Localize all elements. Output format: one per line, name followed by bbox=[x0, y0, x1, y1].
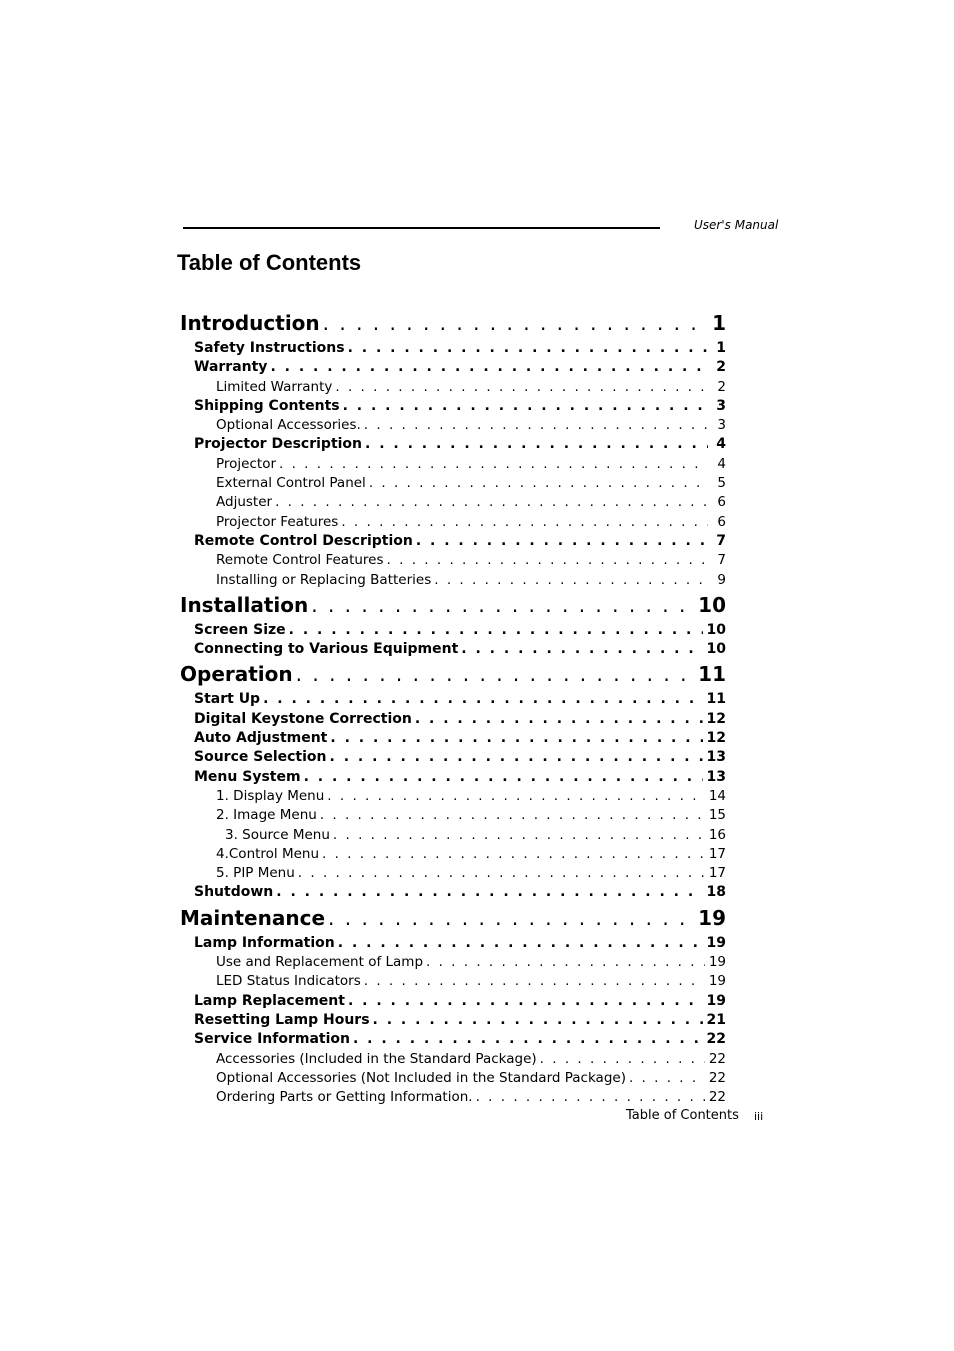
toc-entry-title: 5. PIP Menu bbox=[216, 865, 295, 882]
toc-entry-level-2[interactable] bbox=[180, 435, 726, 454]
toc-entry-level-3[interactable] bbox=[180, 1069, 726, 1088]
footer-label: Table of Contents bbox=[626, 1108, 739, 1123]
toc-entry-page: 2 bbox=[716, 359, 726, 376]
toc-entry-page: 22 bbox=[708, 1069, 726, 1086]
toc-entry-title: Screen Size bbox=[194, 621, 286, 638]
toc-dot-leader bbox=[330, 826, 705, 845]
toc-entry-page: 22 bbox=[708, 1089, 726, 1106]
toc-dot-leader bbox=[345, 339, 708, 358]
toc-entry-page: 12 bbox=[706, 710, 726, 727]
toc-entry-title: Auto Adjustment bbox=[194, 730, 328, 747]
toc-entry-title: Installing or Replacing Batteries bbox=[216, 571, 432, 588]
toc-dot-leader bbox=[361, 972, 705, 991]
toc-entry-title: Lamp Information bbox=[194, 934, 335, 951]
toc-entry-page: 6 bbox=[717, 494, 726, 511]
toc-entry-level-1[interactable] bbox=[180, 903, 726, 934]
toc-entry-page: 19 bbox=[708, 954, 726, 971]
toc-entry-title: Service Information bbox=[194, 1031, 350, 1048]
toc-entry-level-3[interactable] bbox=[180, 864, 726, 883]
toc-entry-page: 19 bbox=[698, 905, 726, 930]
toc-entry-page: 19 bbox=[706, 934, 726, 951]
toc-entry-title: Start Up bbox=[194, 691, 261, 708]
toc-dot-leader bbox=[537, 1050, 705, 1069]
footer-page-number: iii bbox=[754, 1110, 764, 1123]
toc-entry-title: Connecting to Various Equipment bbox=[194, 641, 459, 658]
toc-entry-page: 6 bbox=[717, 513, 726, 530]
toc-entry-page: 7 bbox=[716, 532, 726, 549]
toc-entry-title: Remote Control Description bbox=[194, 532, 413, 549]
toc-dot-leader bbox=[345, 992, 703, 1011]
toc-entry-title: LED Status Indicators bbox=[216, 973, 361, 990]
toc-dot-leader bbox=[319, 845, 705, 864]
toc-entry-page: 13 bbox=[706, 749, 726, 766]
toc-dot-leader bbox=[260, 690, 702, 709]
toc-entry-title: Adjuster bbox=[216, 494, 273, 511]
toc-entry-page: 10 bbox=[706, 621, 726, 638]
toc-entry-level-3[interactable] bbox=[180, 806, 726, 825]
toc-entry-title: Projector bbox=[216, 455, 276, 472]
toc-entry-level-3[interactable] bbox=[180, 787, 726, 806]
toc-list bbox=[180, 308, 726, 1107]
toc-entry-page: 7 bbox=[717, 552, 726, 569]
toc-dot-leader bbox=[423, 953, 705, 972]
toc-dot-leader bbox=[308, 590, 694, 621]
toc-entry-level-2[interactable] bbox=[180, 640, 726, 659]
toc-entry-page: 10 bbox=[698, 592, 726, 617]
toc-entry-level-3[interactable] bbox=[180, 1050, 726, 1069]
toc-entry-page: 3 bbox=[717, 417, 726, 434]
toc-entry-level-2[interactable] bbox=[180, 621, 726, 640]
toc-entry-title: Safety Instructions bbox=[194, 340, 345, 356]
toc-entry-page: 19 bbox=[706, 992, 726, 1009]
toc-entry-title: Operation bbox=[180, 662, 293, 687]
toc-dot-leader bbox=[626, 1069, 705, 1088]
toc-entry-level-3[interactable] bbox=[180, 378, 726, 397]
toc-entry-page: 15 bbox=[708, 807, 726, 824]
toc-entry-title: Limited Warranty bbox=[216, 378, 333, 395]
toc-entry-title: Introduction bbox=[180, 311, 320, 335]
toc-entry-title: Source Selection bbox=[194, 749, 327, 766]
toc-dot-leader bbox=[276, 455, 708, 474]
toc-entry-title: 2. Image Menu bbox=[216, 807, 317, 824]
toc-entry-level-2[interactable] bbox=[180, 748, 726, 767]
toc-entry-title: Digital Keystone Correction bbox=[194, 710, 412, 727]
toc-entry-page: 4 bbox=[716, 436, 726, 453]
toc-dot-leader bbox=[327, 729, 702, 748]
toc-entry-level-3[interactable] bbox=[180, 1088, 726, 1107]
toc-entry-level-2[interactable] bbox=[180, 710, 726, 729]
toc-entry-page: 22 bbox=[708, 1050, 726, 1067]
toc-entry-title: 1. Display Menu bbox=[216, 787, 325, 804]
toc-entry-page: 4 bbox=[717, 455, 726, 472]
toc-entry-level-3[interactable] bbox=[180, 474, 726, 493]
toc-entry-page: 16 bbox=[708, 826, 726, 843]
toc-entry-level-3[interactable] bbox=[180, 416, 726, 435]
toc-dot-leader bbox=[293, 659, 695, 690]
toc-entry-level-3[interactable] bbox=[180, 845, 726, 864]
toc-entry-page: 19 bbox=[708, 973, 726, 990]
toc-entry-level-2[interactable] bbox=[180, 690, 726, 709]
toc-dot-leader bbox=[431, 571, 708, 590]
toc-entry-page: 18 bbox=[706, 884, 726, 901]
toc-entry-page: 17 bbox=[708, 865, 726, 882]
toc-entry-title: Menu System bbox=[194, 768, 301, 785]
toc-entry-level-2[interactable] bbox=[180, 358, 726, 377]
toc-entry-level-1[interactable] bbox=[180, 308, 726, 339]
toc-entry-title: 3. Source Menu bbox=[225, 826, 330, 843]
toc-dot-leader bbox=[340, 397, 708, 416]
toc-entry-title: Projector Features bbox=[216, 513, 339, 530]
toc-entry-title: Installation bbox=[180, 592, 309, 617]
toc-dot-leader bbox=[362, 435, 708, 454]
toc-entry-level-3[interactable] bbox=[180, 551, 726, 570]
toc-entry-title: Resetting Lamp Hours bbox=[194, 1011, 370, 1028]
toc-dot-leader bbox=[273, 883, 702, 902]
toc-entry-page: 17 bbox=[708, 845, 726, 862]
toc-dot-leader bbox=[325, 903, 694, 934]
toc-entry-title: Optional Accessories. bbox=[216, 417, 361, 434]
toc-dot-leader bbox=[458, 640, 702, 659]
toc-dot-leader bbox=[324, 787, 705, 806]
toc-dot-leader bbox=[412, 710, 703, 729]
toc-dot-leader bbox=[366, 474, 708, 493]
toc-entry-title: Shutdown bbox=[194, 884, 274, 901]
page-title: Table of Contents bbox=[177, 250, 362, 275]
toc-entry-page: 3 bbox=[716, 397, 726, 414]
toc-entry-level-3[interactable] bbox=[180, 493, 726, 512]
toc-entry-title: Lamp Replacement bbox=[194, 992, 345, 1009]
toc-entry-level-2[interactable] bbox=[180, 883, 726, 902]
toc-entry-level-2[interactable] bbox=[180, 768, 726, 787]
toc-dot-leader bbox=[286, 621, 703, 640]
toc-entry-page: 1 bbox=[716, 340, 726, 356]
toc-dot-leader bbox=[272, 493, 708, 512]
toc-entry-title: Shipping Contents bbox=[194, 397, 340, 414]
toc-entry-level-3[interactable] bbox=[180, 455, 726, 474]
toc-dot-leader bbox=[320, 308, 708, 339]
toc-entry-page: 13 bbox=[706, 768, 726, 785]
toc-entry-page: 11 bbox=[706, 691, 726, 708]
toc-dot-leader bbox=[370, 1011, 703, 1030]
toc-dot-leader bbox=[335, 934, 703, 953]
toc-entry-level-2[interactable] bbox=[180, 339, 726, 358]
toc-entry-title: Accessories (Included in the Standard Package) bbox=[216, 1050, 537, 1067]
toc-entry-page: 10 bbox=[706, 641, 726, 658]
toc-entry-level-3[interactable] bbox=[180, 513, 726, 532]
toc-entry-level-1[interactable] bbox=[180, 659, 726, 690]
toc-entry-level-2[interactable] bbox=[180, 1030, 726, 1049]
toc-dot-leader bbox=[338, 513, 708, 532]
toc-entry-title: Warranty bbox=[194, 359, 268, 376]
toc-entry-page: 21 bbox=[706, 1011, 726, 1028]
toc-dot-leader bbox=[473, 1088, 705, 1107]
toc-dot-leader bbox=[332, 378, 708, 397]
toc-entry-level-2[interactable] bbox=[180, 532, 726, 551]
toc-entry-level-2[interactable] bbox=[180, 992, 726, 1011]
toc-dot-leader bbox=[327, 748, 703, 767]
toc-entry-title: 4.Control Menu bbox=[216, 845, 320, 862]
toc-entry-page: 14 bbox=[708, 787, 726, 804]
toc-entry-title: External Control Panel bbox=[216, 475, 366, 492]
toc-entry-level-2[interactable] bbox=[180, 1011, 726, 1030]
toc-entry-page: 2 bbox=[717, 378, 726, 395]
toc-entry-page: 22 bbox=[706, 1031, 726, 1048]
toc-entry-level-3[interactable] bbox=[180, 826, 726, 845]
toc-entry-page: 1 bbox=[712, 311, 726, 335]
toc-entry-level-2[interactable] bbox=[180, 934, 726, 953]
toc-dot-leader bbox=[317, 806, 705, 825]
toc-entry-title: Ordering Parts or Getting Information. bbox=[216, 1089, 473, 1106]
toc-entry-title: Maintenance bbox=[180, 905, 326, 930]
toc-entry-page: 5 bbox=[717, 475, 726, 492]
toc-entry-title: Use and Replacement of Lamp bbox=[216, 954, 424, 971]
toc-entry-page: 9 bbox=[717, 571, 726, 588]
toc-entry-level-3[interactable] bbox=[180, 953, 726, 972]
toc-entry-title: Remote Control Features bbox=[216, 552, 384, 569]
toc-entry-level-3[interactable] bbox=[180, 972, 726, 991]
toc-dot-leader bbox=[361, 416, 708, 435]
toc-entry-title: Optional Accessories (Not Included in the Standard Package) bbox=[216, 1069, 626, 1086]
toc-dot-leader bbox=[295, 864, 705, 883]
toc-entry-level-3[interactable] bbox=[180, 571, 726, 590]
toc-entry-level-2[interactable] bbox=[180, 729, 726, 748]
toc-entry-level-2[interactable] bbox=[180, 397, 726, 416]
toc-dot-leader bbox=[301, 768, 703, 787]
toc-entry-page: 12 bbox=[706, 730, 726, 747]
header-rule bbox=[183, 227, 660, 229]
header-manual-label: User's Manual bbox=[694, 218, 779, 232]
toc-dot-leader bbox=[350, 1030, 703, 1049]
toc-dot-leader bbox=[413, 532, 708, 551]
toc-dot-leader bbox=[384, 551, 708, 570]
toc-entry-title: Projector Description bbox=[194, 436, 363, 453]
toc-dot-leader bbox=[267, 358, 708, 377]
toc-entry-page: 11 bbox=[698, 662, 726, 687]
toc-entry-level-1[interactable] bbox=[180, 590, 726, 621]
